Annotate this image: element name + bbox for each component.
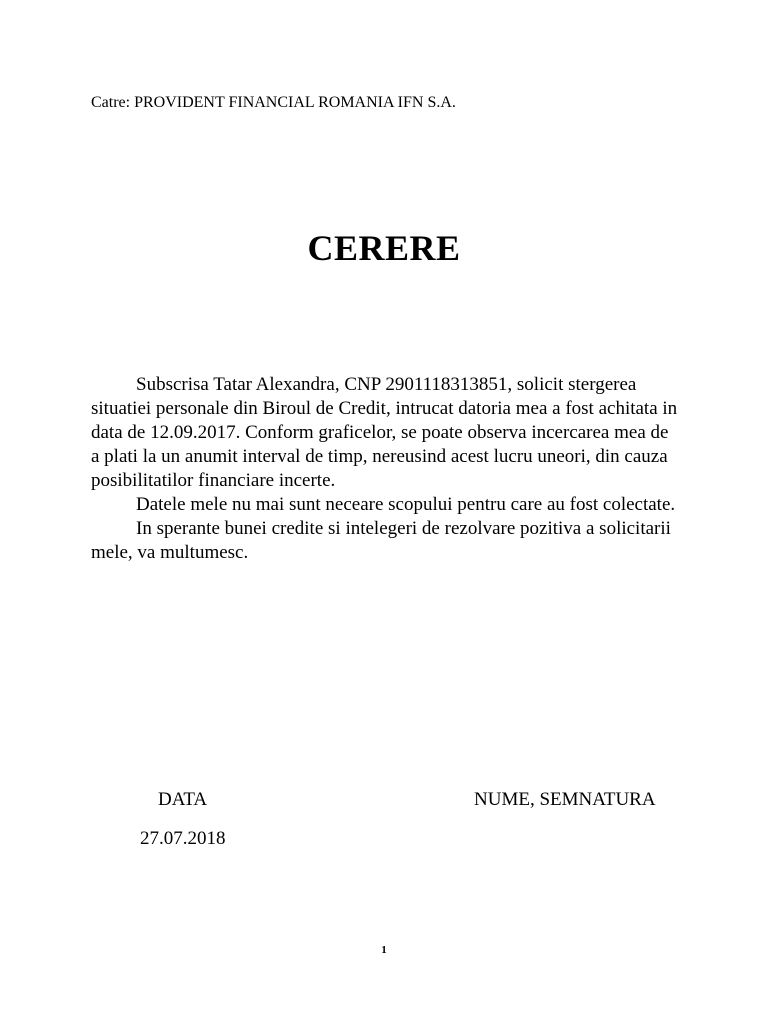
date-label: DATA bbox=[158, 789, 208, 810]
date-value: 27.07.2018 bbox=[140, 828, 226, 849]
body-paragraph: In sperante bunei credite si intelegeri de rezolvare pozitiva a solicitarii mele, va multumesc. bbox=[91, 518, 671, 563]
addressee-line: Catre: PROVIDENT FINANCIAL ROMANIA IFN S.A. bbox=[91, 94, 456, 111]
body-paragraph: Datele mele nu mai sunt neceare scopului pentru care au fost colectate. bbox=[136, 494, 676, 515]
body-paragraph: Subscrisa Tatar Alexandra, CNP 2901118313851, solicit stergerea situatiei personale din Biroul de Credit, intrucat datoria mea a fost achitata in data de 12.09.2017. Conform graficelor, se poate observa incercarea mea de a plati la un anumit interval de timp, nereusind acest lucru uneori, din cauza posibilitatilor financiare incerte. bbox=[91, 374, 678, 491]
document-title: CERERE bbox=[307, 228, 461, 268]
signature-label: NUME, SEMNATURA bbox=[474, 789, 656, 810]
request-body bbox=[91, 373, 681, 565]
page-number: 1 bbox=[381, 944, 387, 956]
